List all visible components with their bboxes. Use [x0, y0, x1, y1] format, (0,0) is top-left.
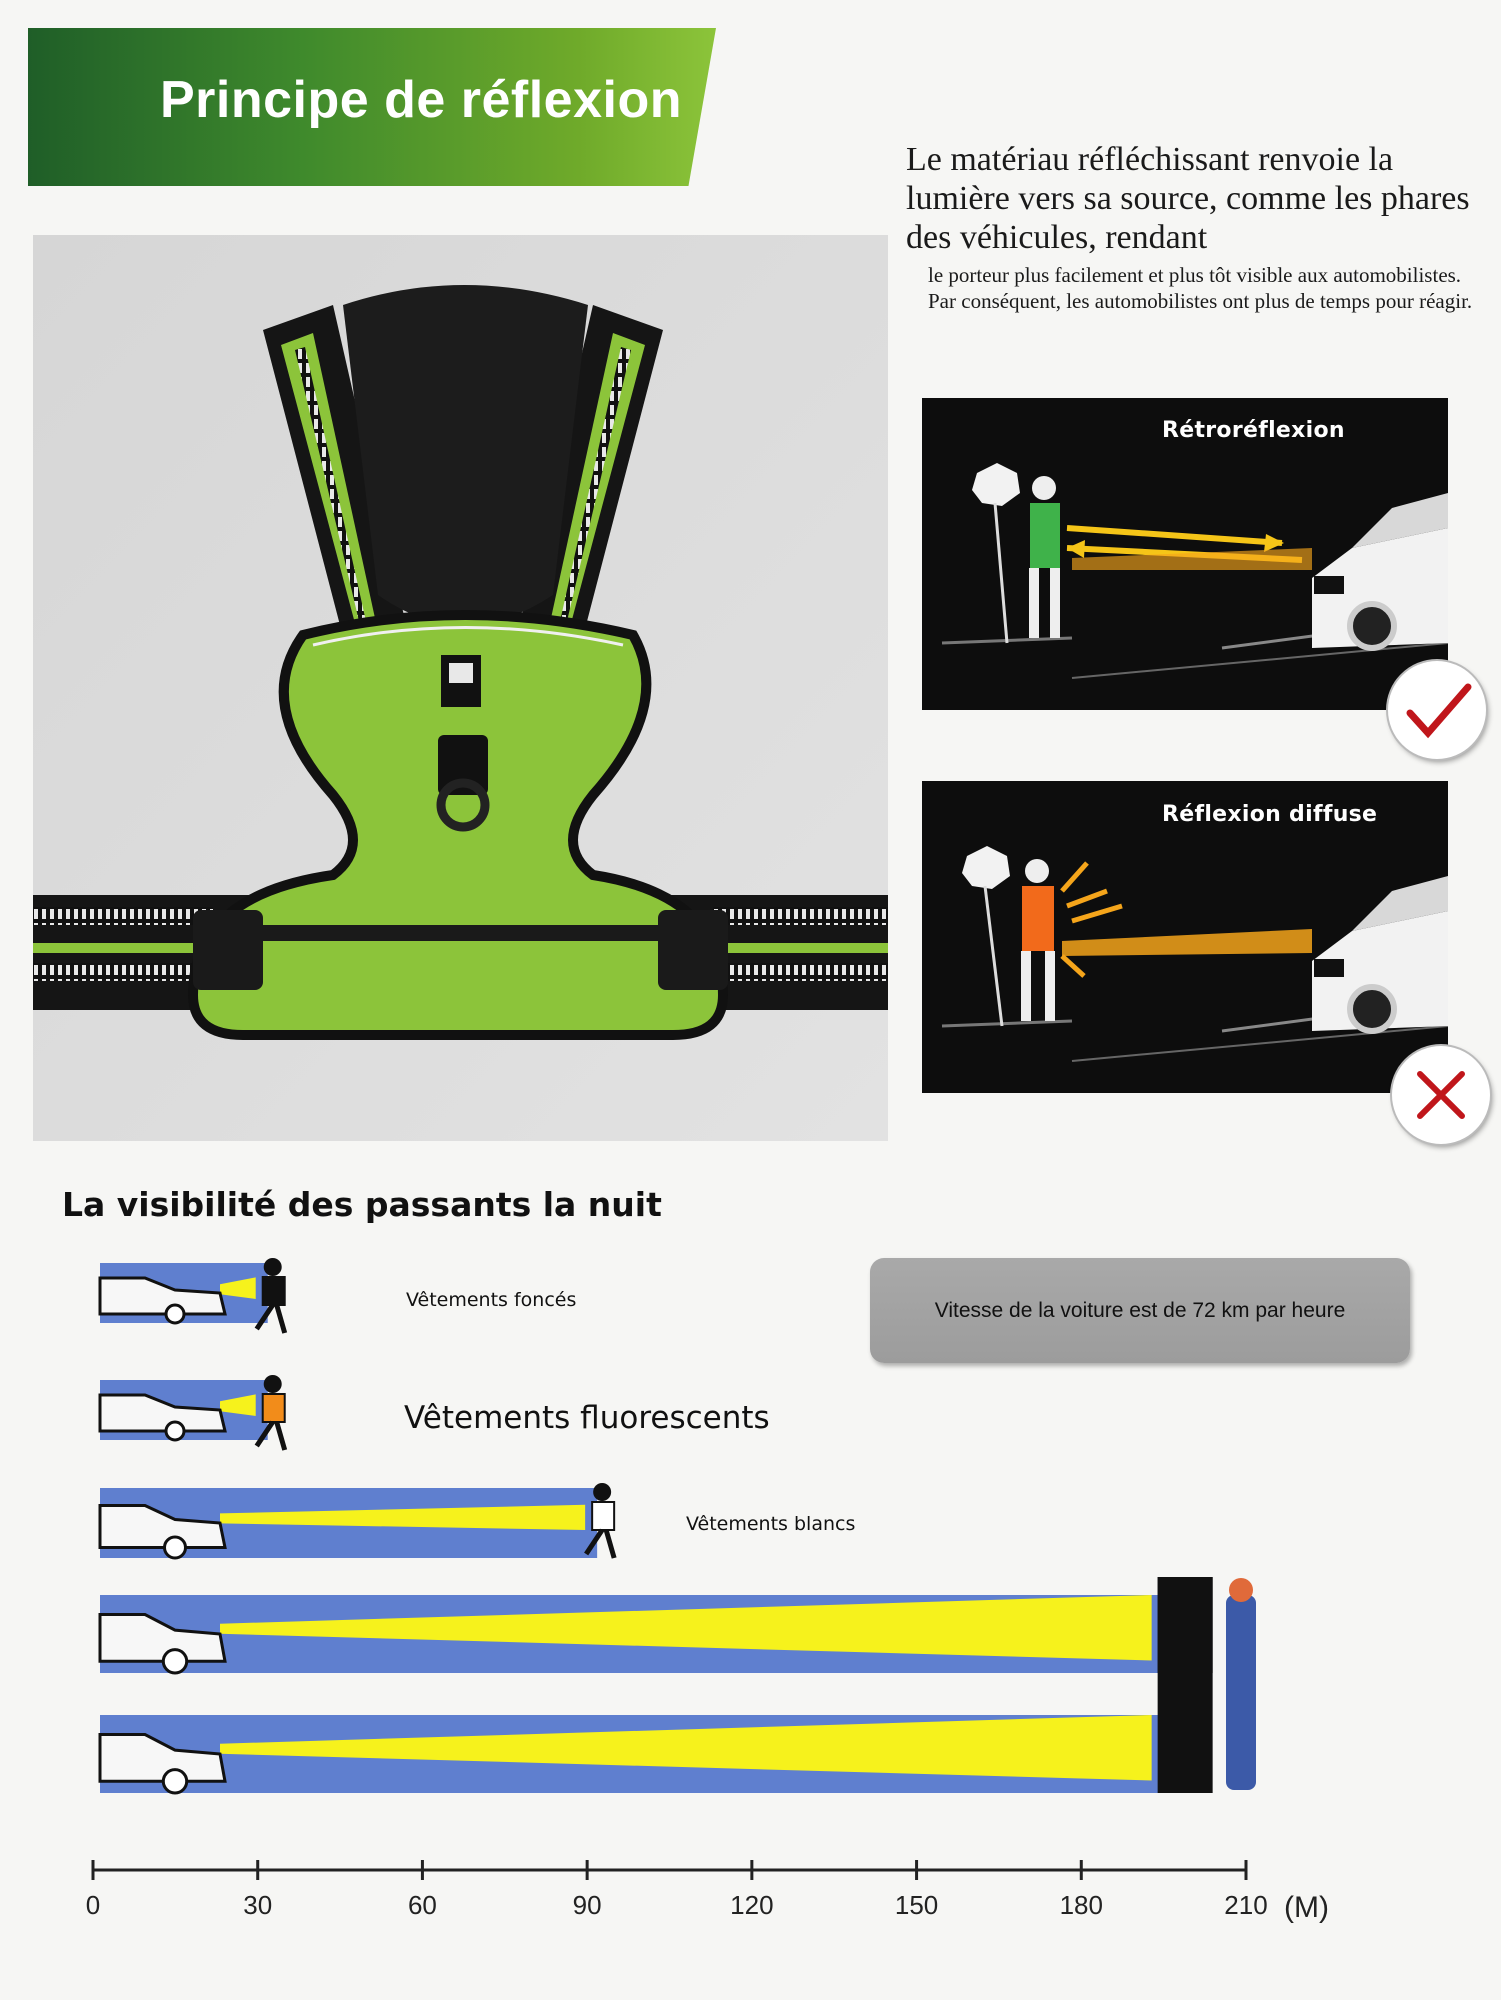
- axis-tick-label-210: 210: [1224, 1890, 1268, 1920]
- intro-lead-text: Le matériau réfléchissant renvoie la lumière vers sa source, comme les phares des véhicules, rendant: [906, 141, 1470, 256]
- axis-tick-label-150: 150: [894, 1890, 939, 1920]
- axis-unit-label: (M): [1284, 1891, 1329, 1924]
- car-wheel-4: [163, 1770, 186, 1793]
- retroreflection-label: Rétroréflexion: [1162, 418, 1345, 443]
- axis-tick-label-120: 120: [730, 1890, 774, 1920]
- diffuse-reflection-label: Réflexion diffuse: [1162, 802, 1378, 827]
- diffuse-reflection-panel: [922, 781, 1448, 1093]
- speed-note-text: Vitesse de la voiture est de 72 km par heure: [934, 1298, 1346, 1322]
- cross-icon: [1392, 1046, 1490, 1144]
- car-wheel-0: [166, 1305, 184, 1323]
- pedestrian-head-0: [264, 1258, 282, 1276]
- visibility-section-title: La visibilité des passants la nuit: [62, 1185, 662, 1224]
- page-title: Principe de réflexion: [160, 71, 682, 129]
- harness-photo: [33, 235, 888, 1141]
- pedestrian-body-1: [263, 1394, 285, 1422]
- pedestrian-head-1: [264, 1375, 282, 1393]
- axis-tick-label-180: 180: [1059, 1890, 1103, 1920]
- dog-harness-image: [33, 235, 888, 1141]
- retroreflection-panel: [922, 398, 1448, 710]
- retroreflection-illustration: [922, 398, 1448, 710]
- reflective-board-4: [1158, 1577, 1213, 1793]
- pedestrian-body-2: [592, 1502, 614, 1530]
- reflective-person: [1226, 1595, 1256, 1790]
- row-label-fluorescent-clothes: Vêtements fluorescents: [404, 1400, 770, 1436]
- row-label-dark-clothes: Vêtements foncés: [406, 1289, 577, 1311]
- check-icon: [1388, 661, 1486, 759]
- reflective-person-head: [1229, 1578, 1253, 1602]
- axis-tick-label-0: 0: [85, 1890, 101, 1920]
- car-wheel-3: [163, 1650, 186, 1673]
- car-wheel-1: [166, 1422, 184, 1440]
- diffuse-reflection-illustration: [922, 781, 1448, 1093]
- verdict-badge-fail: [1392, 1046, 1490, 1144]
- axis-tick-label-60: 60: [407, 1890, 437, 1920]
- pedestrian-body-0: [263, 1277, 285, 1305]
- pedestrian-head-2: [593, 1483, 611, 1501]
- verdict-badge-ok: [1388, 661, 1486, 759]
- axis-tick-label-30: 30: [243, 1890, 273, 1920]
- row-label-white-clothes: Vêtements blancs: [686, 1513, 856, 1535]
- car-wheel-2: [165, 1537, 186, 1558]
- visibility-distance-chart: [0, 1240, 1501, 1920]
- axis-tick-label-90: 90: [572, 1890, 602, 1920]
- intro-body-text: le porteur plus facilement et plus tôt visible aux automobilistes. Par conséquent, les automobilistes ont plus de temps pour réagir.: [928, 263, 1473, 313]
